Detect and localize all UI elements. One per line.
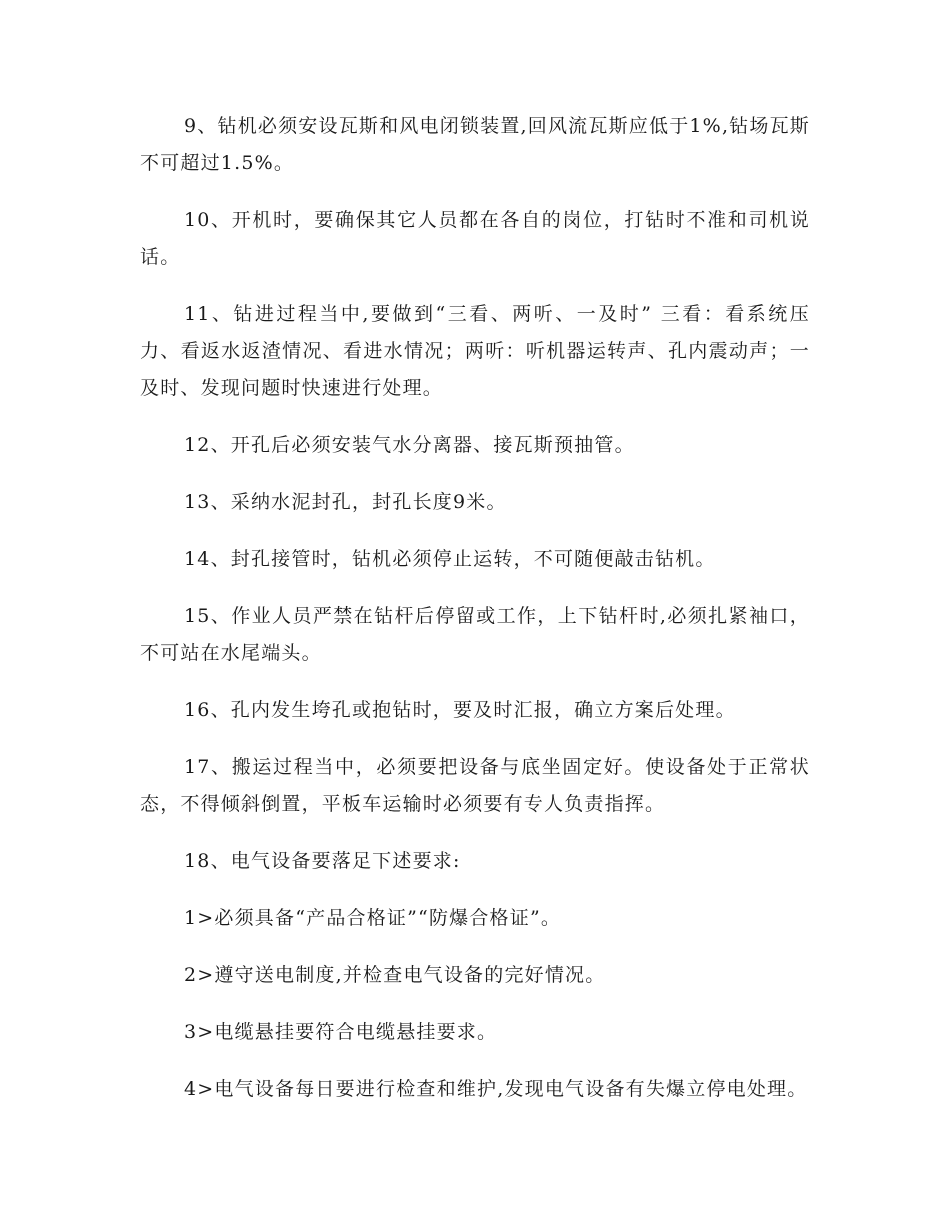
document-body [140, 108, 810, 1128]
sub-item-4: 4>电气设备每日要进行检查和维护,发现电气设备有失爆立停电处理。 [184, 1078, 808, 1100]
paragraph-item-9: 9、钻机必须安设瓦斯和风电闭锁装置,回风流瓦斯应低于1%,钻场瓦斯不可超过1.5%。 [140, 115, 810, 174]
paragraph-item-11: 11、钻进过程当中,要做到“三看、两听、一及时” 三看：看系统压力、看返水返渣情况、看进水情况；两听：听机器运转声、孔内震动声；一及时、发现问题时快速进行处理。 [140, 303, 810, 399]
sub-item-3: 3>电缆悬挂要符合电缆悬挂要求。 [184, 1021, 498, 1043]
paragraph-item-17: 17、搬运过程当中，必须要把设备与底坐固定好。使设备处于正常状态，不得倾斜倒置，平板车运输时必须要有专人负责指挥。 [140, 756, 810, 815]
sub-item-1: 1>必须具备“产品合格证”“防爆合格证”。 [184, 907, 562, 929]
paragraph-item-13: 13、采纳水泥封孔，封孔长度9米。 [184, 491, 507, 513]
paragraph-item-12: 12、开孔后必须安装气水分离器、接瓦斯预抽管。 [184, 434, 635, 456]
sub-item-2: 2>遵守送电制度,并检查电气设备的完好情况。 [184, 964, 606, 986]
paragraph-item-15: 15、作业人员严禁在钻杆后停留或工作，上下钻杆时,必须扎紧袖口，不可站在水尾端头。 [140, 605, 810, 664]
paragraph-item-14: 14、封孔接管时，钻机必须停止运转，不可随便敲击钻机。 [184, 548, 716, 570]
paragraph-item-10: 10、开机时，要确保其它人员都在各自的岗位，打钻时不准和司机说话。 [140, 209, 810, 268]
paragraph-item-16: 16、孔内发生垮孔或抱钻时，要及时汇报，确立方案后处理。 [184, 699, 736, 721]
paragraph-item-18: 18、电气设备要落足下述要求: [184, 850, 461, 872]
